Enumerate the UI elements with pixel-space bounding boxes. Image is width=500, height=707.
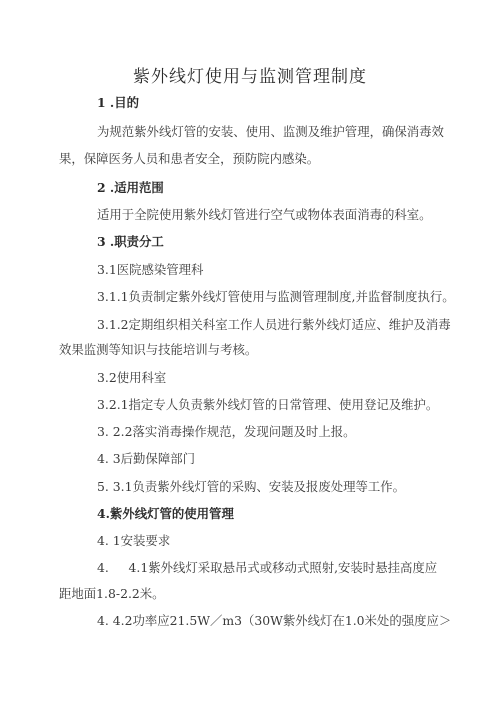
paragraph-line: 5. 3.1负责紫外线灯管的采购、安装及报废处理等工作。 <box>97 479 406 494</box>
paragraph-line: 3. 2.2落实消毒操作规范，发现问题及时上报。 <box>97 424 356 439</box>
document-title: 紫外线灯使用与监测管理制度 <box>133 67 367 87</box>
paragraph-line: 4. 4.1紫外线灯采取悬吊式或移动式照射,安装时悬挂高度应 <box>97 560 438 575</box>
paragraph-line: 3.1医院感染管理科 <box>97 262 204 277</box>
paragraph-line: 3.2使用科室 <box>97 370 167 385</box>
paragraph-line: 为规范紫外线灯管的安装、使用、监测及维护管理，确保消毒效 <box>97 124 444 139</box>
heading-scope: 2 .适用范围 <box>97 180 164 195</box>
paragraph-line: 4. 4.2功率应21.5W／m3（30W紫外线灯在1.0米处的强度应＞ <box>97 613 452 628</box>
paragraph-line: 适用于全院使用紫外线灯管进行空气或物体表面消毒的科室。 <box>97 207 432 222</box>
paragraph-line: 4. 3后勤保障部门 <box>97 451 195 466</box>
paragraph-line: 4. 1安装要求 <box>97 533 171 548</box>
heading-responsibilities: 3 .职责分工 <box>97 234 164 249</box>
paragraph-line: 3.1.2定期组织相关科室工作人员进行紫外线灯适应、维护及消毒 <box>97 317 451 332</box>
heading-purpose: 1 .目的 <box>97 95 140 110</box>
paragraph-line: 距地面1.8-2.2米。 <box>59 586 165 601</box>
paragraph-line: 3.2.1指定专人负责紫外线灯管的日常管理、使用登记及维护。 <box>97 397 439 412</box>
paragraph-line: 效果监测等知识与技能培训与考核。 <box>59 342 258 357</box>
paragraph-line: 果，保障医务人员和患者安全，预防院内感染。 <box>59 151 320 166</box>
paragraph-line: 3.1.1负责制定紫外线灯管使用与监测管理制度,并监督制度执行。 <box>97 289 455 304</box>
heading-usage: 4.紫外线灯管的使用管理 <box>97 506 234 521</box>
